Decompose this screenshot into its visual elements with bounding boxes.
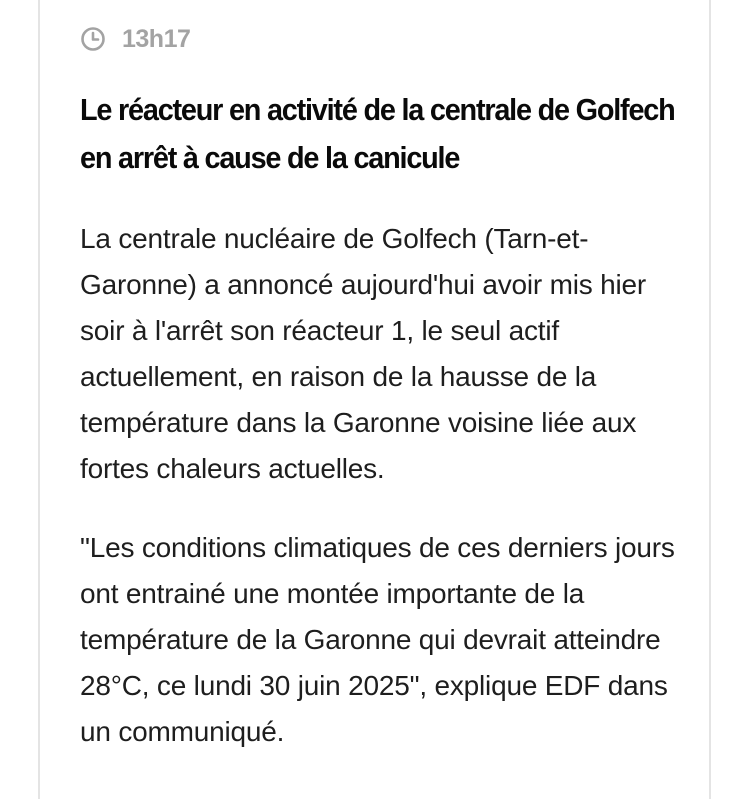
timestamp: 13h17 (122, 24, 191, 53)
timestamp-row (80, 24, 190, 54)
live-news-card (38, 0, 711, 799)
article-paragraph-quote: "Les conditions climatiques de ces derniers jours ont entrainé une montée importante de la température de la Garonne qui devrait atteindre 28°C, ce lundi 30 juin 2025", explique EDF dans un communiqué. (80, 532, 675, 747)
clock-icon (80, 26, 106, 52)
article-paragraph: La centrale nucléaire de Golfech (Tarn-et-Garonne) a annoncé aujourd'hui avoir mis hier soir à l'arrêt son réacteur 1, le seul actif actuellement, en raison de la hausse de la température dans la Garonne voisine liée aux fortes chaleurs actuelles. (80, 223, 647, 484)
article-headline: Le réacteur en activité de la centrale de Golfech en arrêt à cause de la canicule (80, 92, 675, 175)
